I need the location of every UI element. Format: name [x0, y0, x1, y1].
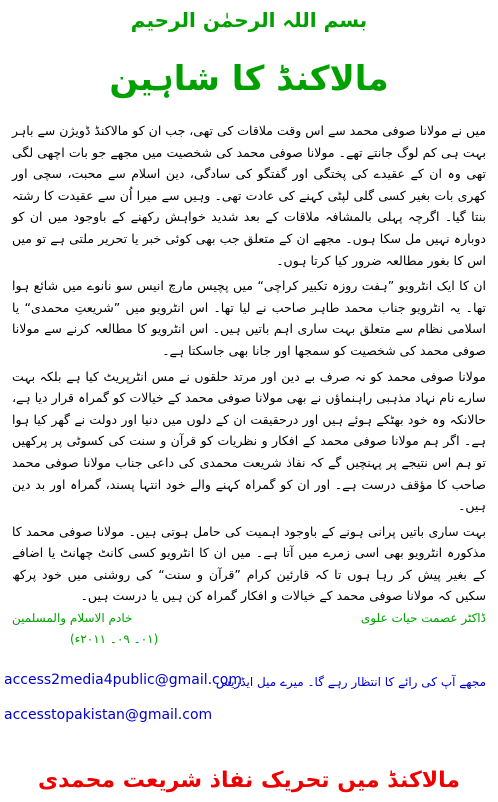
- signature-date: (۰۱۔ ۰۹۔ ۲۰۱۱ء): [70, 632, 159, 646]
- signature-line: [12, 608, 486, 628]
- footer-heading: مالاکنڈ میں تحریک نفاذ شریعت محمدی: [37, 768, 461, 793]
- article-paragraph: میں نے مولانا صوفی محمد سے اس وقت ملاقات کی تھی، جب ان کو مالاکنڈ ڈویژن سے باہر بہت ہی کم لوگ جانتے تھے۔ مولانا صوفی محمد کی شخصیت میں مجھے جو بات اچھی لگی تھی وہ ان کے عقیدے کی پختگی اور گفتگو کی سادگی، دین اسلام سے محبت، سچی اور کھری بات بغیر کسی گلی لپٹی کہنے کی عادت تھی۔ وہیں سے میرا اُن سے عقیدت کا رشتہ بنتا گیا۔ اگرچہ پہلی بالمشافہ ملاقات کے بعد شدید خواہش رکھنے کے باوجود میں ان کو دوبارہ نہیں مل سکا ہوں۔ مجھے ان کے متعلق جب بھی کوئی خبر یا تحریر ملتی ہے تو میں اس کا بغور مطالعہ ضرور کیا کرتا ہوں۔: [12, 123, 486, 268]
- page-title: مالاکنڈ کا شاہین: [109, 59, 389, 99]
- article-paragraph: مولانا صوفی محمد کو نہ صرف بے دین اور مرتد حلقوں نے مس انٹرپریٹ کیا ہے بلکہ بہت سارے نام نہاد مذہبی راہنماؤں نے بھی مولانا صوفی محمد کے خیالات کو گمراہ قرار دیا ہے، حالانکہ وہ خود بھٹکے ہوئے ہیں اور درحقیقت ان کے دلوں میں دنیا اور دولت نے گھر کیا ہوا ہے۔ اگر ہم مولانا صوفی محمد کے افکار و نظریات کو قرآن و سنت کی کسوٹی پر پرکھیں تو ہم اس نتیجے پر پہنچیں گے کہ نفاذ شریعت محمدی کی داعی جناب مولانا صوفی محمد صاحب کا مؤقف درست ہے۔ اور ان کو گمراہ کہنے والے خود انتہا پسند، گمراہ اور بد دین ہیں۔: [12, 368, 486, 514]
- article-paragraph: ان کا ایک انٹرویو ”ہفت روزہ تکبیر کراچی“ میں پچیس مارچ انیس سو نانوے میں شائع ہوا تھا۔ یہ انٹرویو جناب محمد طاہر صاحب نے لیا تھا۔ اس انٹرویو میں ”شریعتِ محمدی“ یا اسلامی نظام سے متعلق بہت ساری اہم باتیں ہیں۔ اس انٹرویو کا مطالعہ کرنے سے مولانا صوفی محمد کی شخصیت کو سمجھا اور جانا بھی جاسکتا ہے۔: [12, 278, 486, 358]
- email-link-2[interactable]: accesstopakistan@gmail.com: [4, 707, 213, 723]
- article-paragraph: بہت ساری باتیں پرانی ہونے کے باوجود اہمیت کی حامل ہوتی ہیں۔ مولانا صوفی محمد کا مذکورہ انٹرویو بھی اسی زمرے میں آتا ہے۔ میں ان کا انٹرویو کسی کانٹ چھانٹ یا اضافے کے بغیر پیش کر رہا ہوں تا کہ قارئین کرام ”قرآن و سنت“ کی روشنی میں خود پرکھ سکیں کہ مولانا صوفی محمد کے خیالات و افکار گمراہ کن ہیں یا درست ہیں۔: [12, 523, 486, 604]
- signature-author: ڈاکٹر عصمت حیات علوی: [360, 611, 486, 625]
- article-body: [12, 120, 486, 611]
- signature-title: خادم الاسلام والمسلمین: [12, 611, 133, 625]
- bismillah-heading: بسم اللہ الرحمٰن الرحیم: [130, 8, 368, 32]
- email-link-1[interactable]: access2media4public@gmail.com: [4, 672, 242, 688]
- contact-invite: مجھے آپ کی رائے کا انتظار رہے گا۔ میرے میل ایڈریس: [215, 675, 486, 689]
